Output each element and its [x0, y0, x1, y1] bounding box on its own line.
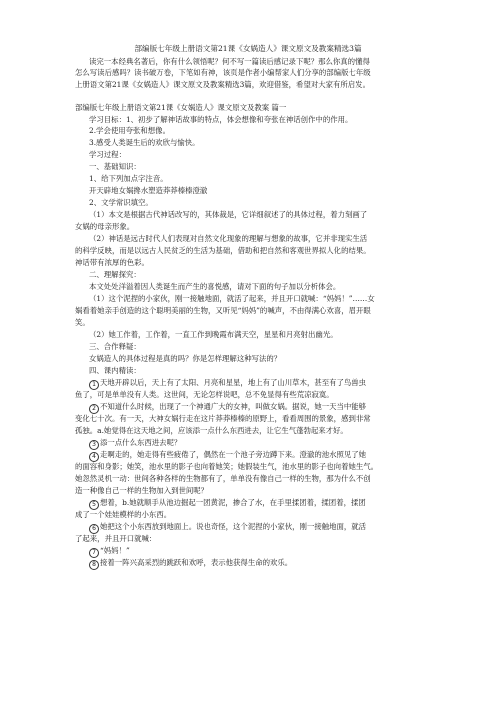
intro-line: 上册语文第21课《女娲造人》课文原文及教案精选3篇，欢迎借鉴，希望对大家有所启发。	[75, 80, 370, 89]
paragraph-6: 6 她把这个小东西放到地面上。说也奇怪，这个泥捏的小家伙，刚一接触地面，就活	[89, 522, 425, 534]
text-line: 的科学反映，而是以远古人民贫乏的生活为基础，借助和把自然和客观世界拟人化的结果。	[75, 246, 371, 255]
heading-reading: 四、课内精读：	[89, 366, 141, 375]
paragraph-2: 2 不知道什么时候，出现了一个神通广大的女神，叫做女娲。据说，她一天当中能够	[89, 402, 425, 414]
goal-line: 3.感受人类诞生后的欢欣与愉快。	[89, 138, 200, 147]
heading-basics: 一、基础知识：	[89, 162, 141, 171]
paragraph-7: 7 “妈妈！”	[89, 546, 425, 558]
circled-number-7: 7	[89, 548, 99, 558]
section-title: 部编版七年级上册语文第21课《女娲造人》课文原文及教案 篇一	[75, 103, 287, 112]
text-line: 的面容和身影；她笑，池水里的影子也向着她笑；她假装生气，池水里的影子也向着她生气。	[75, 462, 379, 471]
paragraph-4: 4 走啊走的，她走得有些疲倦了，偶然在一个池子旁边蹲下来。澄澈的池水照见了她	[89, 450, 425, 462]
text-line: 笑。	[75, 318, 90, 327]
goal-line: 2.学会使用夸张和想像。	[89, 126, 170, 135]
text-line: （1）这个泥捏的小家伙，刚一接触地面，就活了起来，并且开口就喊：“妈妈！”……女	[89, 294, 375, 303]
circled-number-8: 8	[89, 560, 99, 570]
text-line: （2）神话是远古时代人们表现对自然文化现象的理解与想象的故事，它并非现实生活	[89, 234, 368, 243]
paragraph-8: 8 接着一阵兴高采烈的跳跃和欢呼，表示他获得生命的欢乐。	[89, 558, 425, 570]
heading-cooperate: 三、合作释疑：	[89, 342, 141, 351]
circled-number-3: 3	[89, 440, 99, 450]
text-line: 本文处处洋溢着因人类诞生而产生的喜悦感，请对下面的句子加以分析体会。	[89, 282, 341, 291]
text-line: 成了一个娃娃模样的小东西。	[75, 510, 172, 519]
text-line: 女娲的母亲形象。	[75, 222, 135, 231]
text-line: 孤独。a.她觉得在这天地之间，应该添一点什么东西进去，让它生气蓬勃起来才好。	[75, 426, 348, 435]
text-line: 神话带有浓厚的色彩。	[75, 258, 149, 267]
text-line: 鱼了，可是单单没有人类。这世间，无论怎样说吧，总不免显得有些荒凉寂寞。	[75, 390, 334, 399]
circled-number-1: 1	[89, 380, 99, 390]
paragraph-3: 3 添一点什么东西进去呢？	[89, 438, 425, 450]
intro-line: 读完一本经典名著后，你有什么领悟呢？何不写一篇读后感记录下呢？那么你真的懂得	[89, 57, 370, 66]
text-line: 女娲造人的具体过程是真的吗？你是怎样理解这种写法的？	[89, 354, 282, 363]
paragraph-1: 1 天地开辟以后，天上有了太阳、月亮和星星，地上有了山川草木，甚至有了鸟兽虫	[89, 378, 425, 390]
text-line: 1、给下列加点字注音。	[89, 174, 168, 183]
circled-number-2: 2	[89, 404, 99, 414]
text-line: 了起来，并且开口就喊：	[75, 534, 157, 543]
text-line: （1）本文是根据古代神话改写的，其体裁是，它详细叙述了的具体过程，着力刻画了	[89, 210, 368, 219]
text-line: 她忽然灵机一动：世间各种各样的生物都有了，单单没有像自己一样的生物，那为什么不创	[75, 474, 371, 483]
process-heading: 学习过程：	[89, 150, 126, 159]
circled-number-6: 6	[89, 524, 99, 534]
paragraph-5: 5 想着，b.她就顺手从池边掘起一团黄泥，掺合了水，在手里揉团着，揉团着，揉团	[89, 498, 425, 510]
text-line: 造一种像自己一样的生物加入到世间呢？	[75, 486, 209, 495]
text-line: 2、文学常识填空。	[89, 198, 153, 207]
circled-number-4: 4	[89, 452, 99, 462]
goal-line: 学习目标：1、初步了解神话故事的特点，体会想像和夸张在神话创作中的作用。	[89, 115, 353, 124]
document-title: 部编版七年级上册语文第21课《女娲造人》课文原文及教案精选3篇	[134, 44, 362, 53]
text-line: 变化七十次。有一天，大神女娲行走在这片莽莽榛榛的原野上，看看周围的景象，感到非常	[75, 414, 371, 423]
circled-number-5: 5	[89, 500, 99, 510]
text-line: （2）她工作着，工作着，一直工作到晚霞布满天空，星星和月亮射出幽光。	[89, 330, 338, 339]
text-line: 开天辟地女娲搀水塑造莽莽榛榛澄澈	[89, 186, 208, 195]
intro-line: 怎么写读后感吗？读书破万卷，下笔如有神，该页是作者小编帮家人们分享的部编版七年级	[75, 68, 371, 77]
text-line: 娲看着她亲手创造的这个聪明美丽的生物，又听见“妈妈”的喊声，不由得满心欢喜，眉开眼	[75, 306, 371, 315]
heading-explore: 二、理解探究：	[89, 270, 141, 279]
